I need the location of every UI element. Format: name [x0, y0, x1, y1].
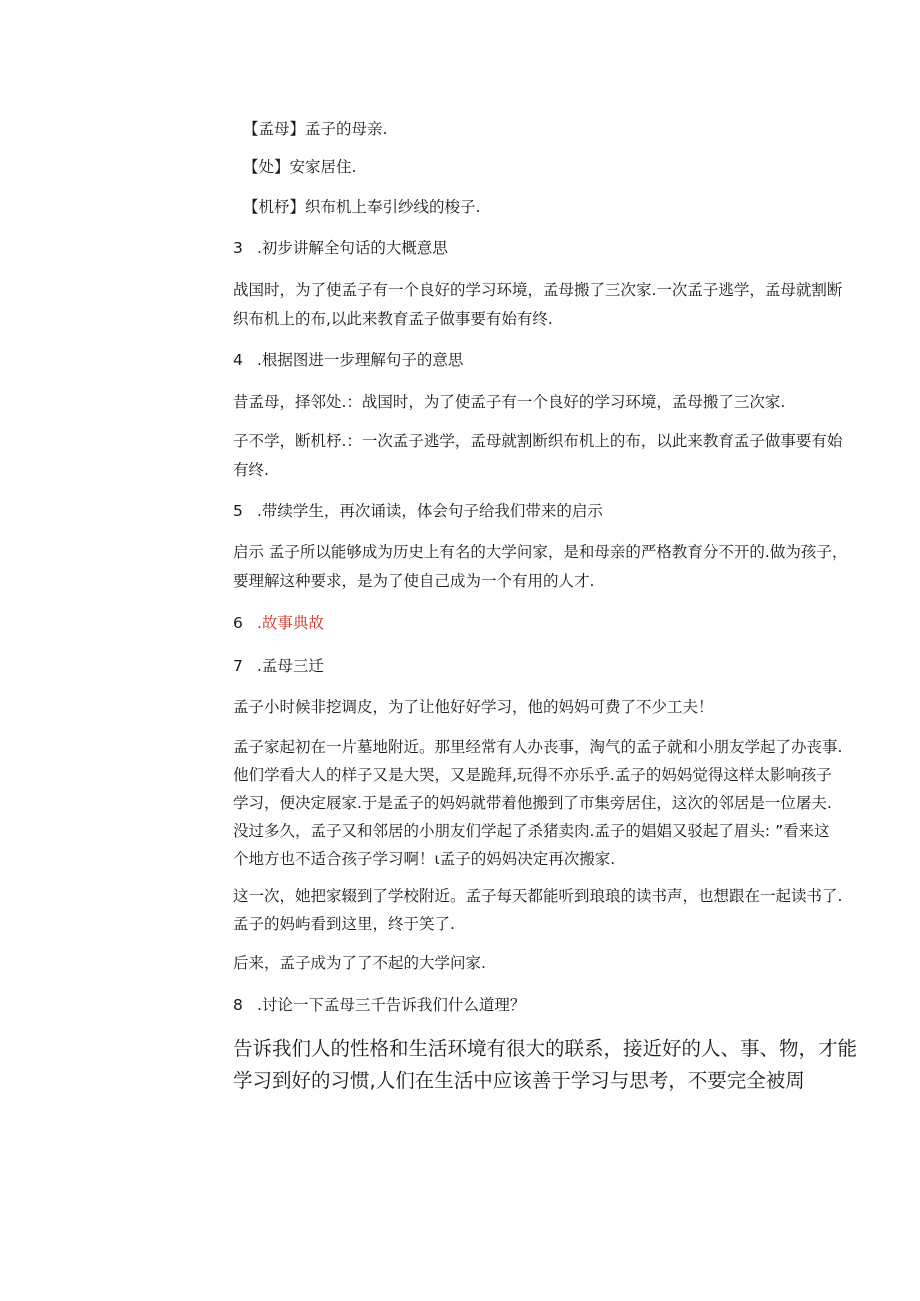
section-6-heading: [233, 613, 324, 633]
section-4-title: .根据图进一步理解句子的意思: [257, 351, 464, 369]
section-7-paragraph-2-line-3: 学习，便决定屐家.于是孟子的妈妈就带着他搬到了市集旁居住，这次的邻居是一位屠夫.: [233, 794, 832, 812]
section-8-answer-line-1: 告诉我们人的性格和生活环境有很大的联系，接近好的人、事、物，才能: [233, 1037, 858, 1060]
section-7-paragraph-2-line-4: 没过多久，孟子又和邻居的小朋友们学起了杀猪卖肉.孟子的娼娼又驳起了眉头: ”看来这: [233, 822, 830, 840]
section-5-heading: [233, 501, 603, 521]
section-7-title: .孟母三迁: [257, 657, 324, 675]
section-4-number: 4: [233, 351, 243, 369]
section-7-paragraph-2-line-5: 个地方也不适合孩子学习啊！ι孟子的妈妈决定再次搬家.: [233, 850, 616, 868]
section-8-heading: [233, 995, 525, 1015]
section-3-number: 3: [233, 239, 243, 257]
section-5-text-line-2: 要理解这种要求，是为了使自己成为一个有用的人才.: [233, 572, 595, 590]
section-5-title: .带续学生，再次诵读，体会句子给我们带来的启示: [257, 502, 603, 520]
definition-chu: 【处】安家居住.: [243, 158, 357, 176]
section-7-paragraph-3-line-1: 这一次，她把家辍到了学校附近。孟子每天都能听到琅琅的读书声，也想跟在一起读书了.: [233, 887, 843, 905]
section-7-number: 7: [233, 657, 243, 675]
section-3-title: .初步讲解全句话的大概意思: [257, 239, 448, 257]
section-7-paragraph-3-line-2: 孟子的妈屿看到这里，终于笑了.: [233, 915, 455, 933]
section-7-paragraph-4: 后来，孟子成为了了不起的大学问家.: [233, 954, 486, 972]
section-5-text-line-1: 启示 孟子所以能够成为历史上有名的大学问家，是和母亲的严格教育分不开的.做为孩子，: [233, 543, 848, 561]
section-4-paragraph-2-line-1: 子不学，断机杼.：一次孟子逃学，孟母就割断织布机上的布，以此来教育孟子做事要有始: [233, 432, 843, 450]
section-5-number: 5: [233, 502, 243, 520]
section-6-title: .故事典故: [257, 614, 324, 632]
section-3-heading: [233, 238, 448, 258]
section-7-paragraph-2-line-2: 他们学看大人的样子又是大哭，又是跪拜,玩得不亦乐乎.孟子的妈妈觉得这样太影响孩子: [233, 766, 832, 784]
section-8-title: .讨论一下孟母三千告诉我们什么道理？: [257, 996, 526, 1014]
section-6-number: 6: [233, 614, 243, 632]
section-4-paragraph-2-line-2: 有终.: [233, 461, 269, 479]
section-4-paragraph-1: 昔孟母，择邻处.：战国时，为了使孟子有一个良好的学习环境，孟母搬了三次家.: [233, 393, 786, 411]
section-8-answer-line-2: 学习到好的习惯,人们在生活中应该善于学习与思考，不要完全被周: [233, 1069, 805, 1092]
section-4-heading: [233, 350, 463, 370]
section-7-paragraph-1: 孟子小时候非挖调皮，为了让他好好学习，他的妈妈可费了不少工夫！: [233, 698, 714, 716]
section-7-heading: [233, 656, 324, 676]
section-8-number: 8: [233, 996, 243, 1014]
section-3-text-line-1: 战国时，为了使孟子有一个良好的学习环境，孟母搬了三次家.一次孟子逃学，孟母就割断: [233, 281, 843, 299]
section-7-paragraph-2-line-1: 孟子家起初在一片墓地附近。那里经常有人办丧事，淘气的孟子就和小朋友学起了办丧事.: [233, 738, 843, 756]
definition-jizhu: 【机杼】织布机上奉引纱线的梭子.: [243, 198, 481, 216]
definition-mengmu: 【孟母】孟子的母亲.: [243, 120, 388, 138]
section-3-text-line-2: 织布机上的布,以此来教育孟子做事要有始有终.: [233, 310, 553, 328]
